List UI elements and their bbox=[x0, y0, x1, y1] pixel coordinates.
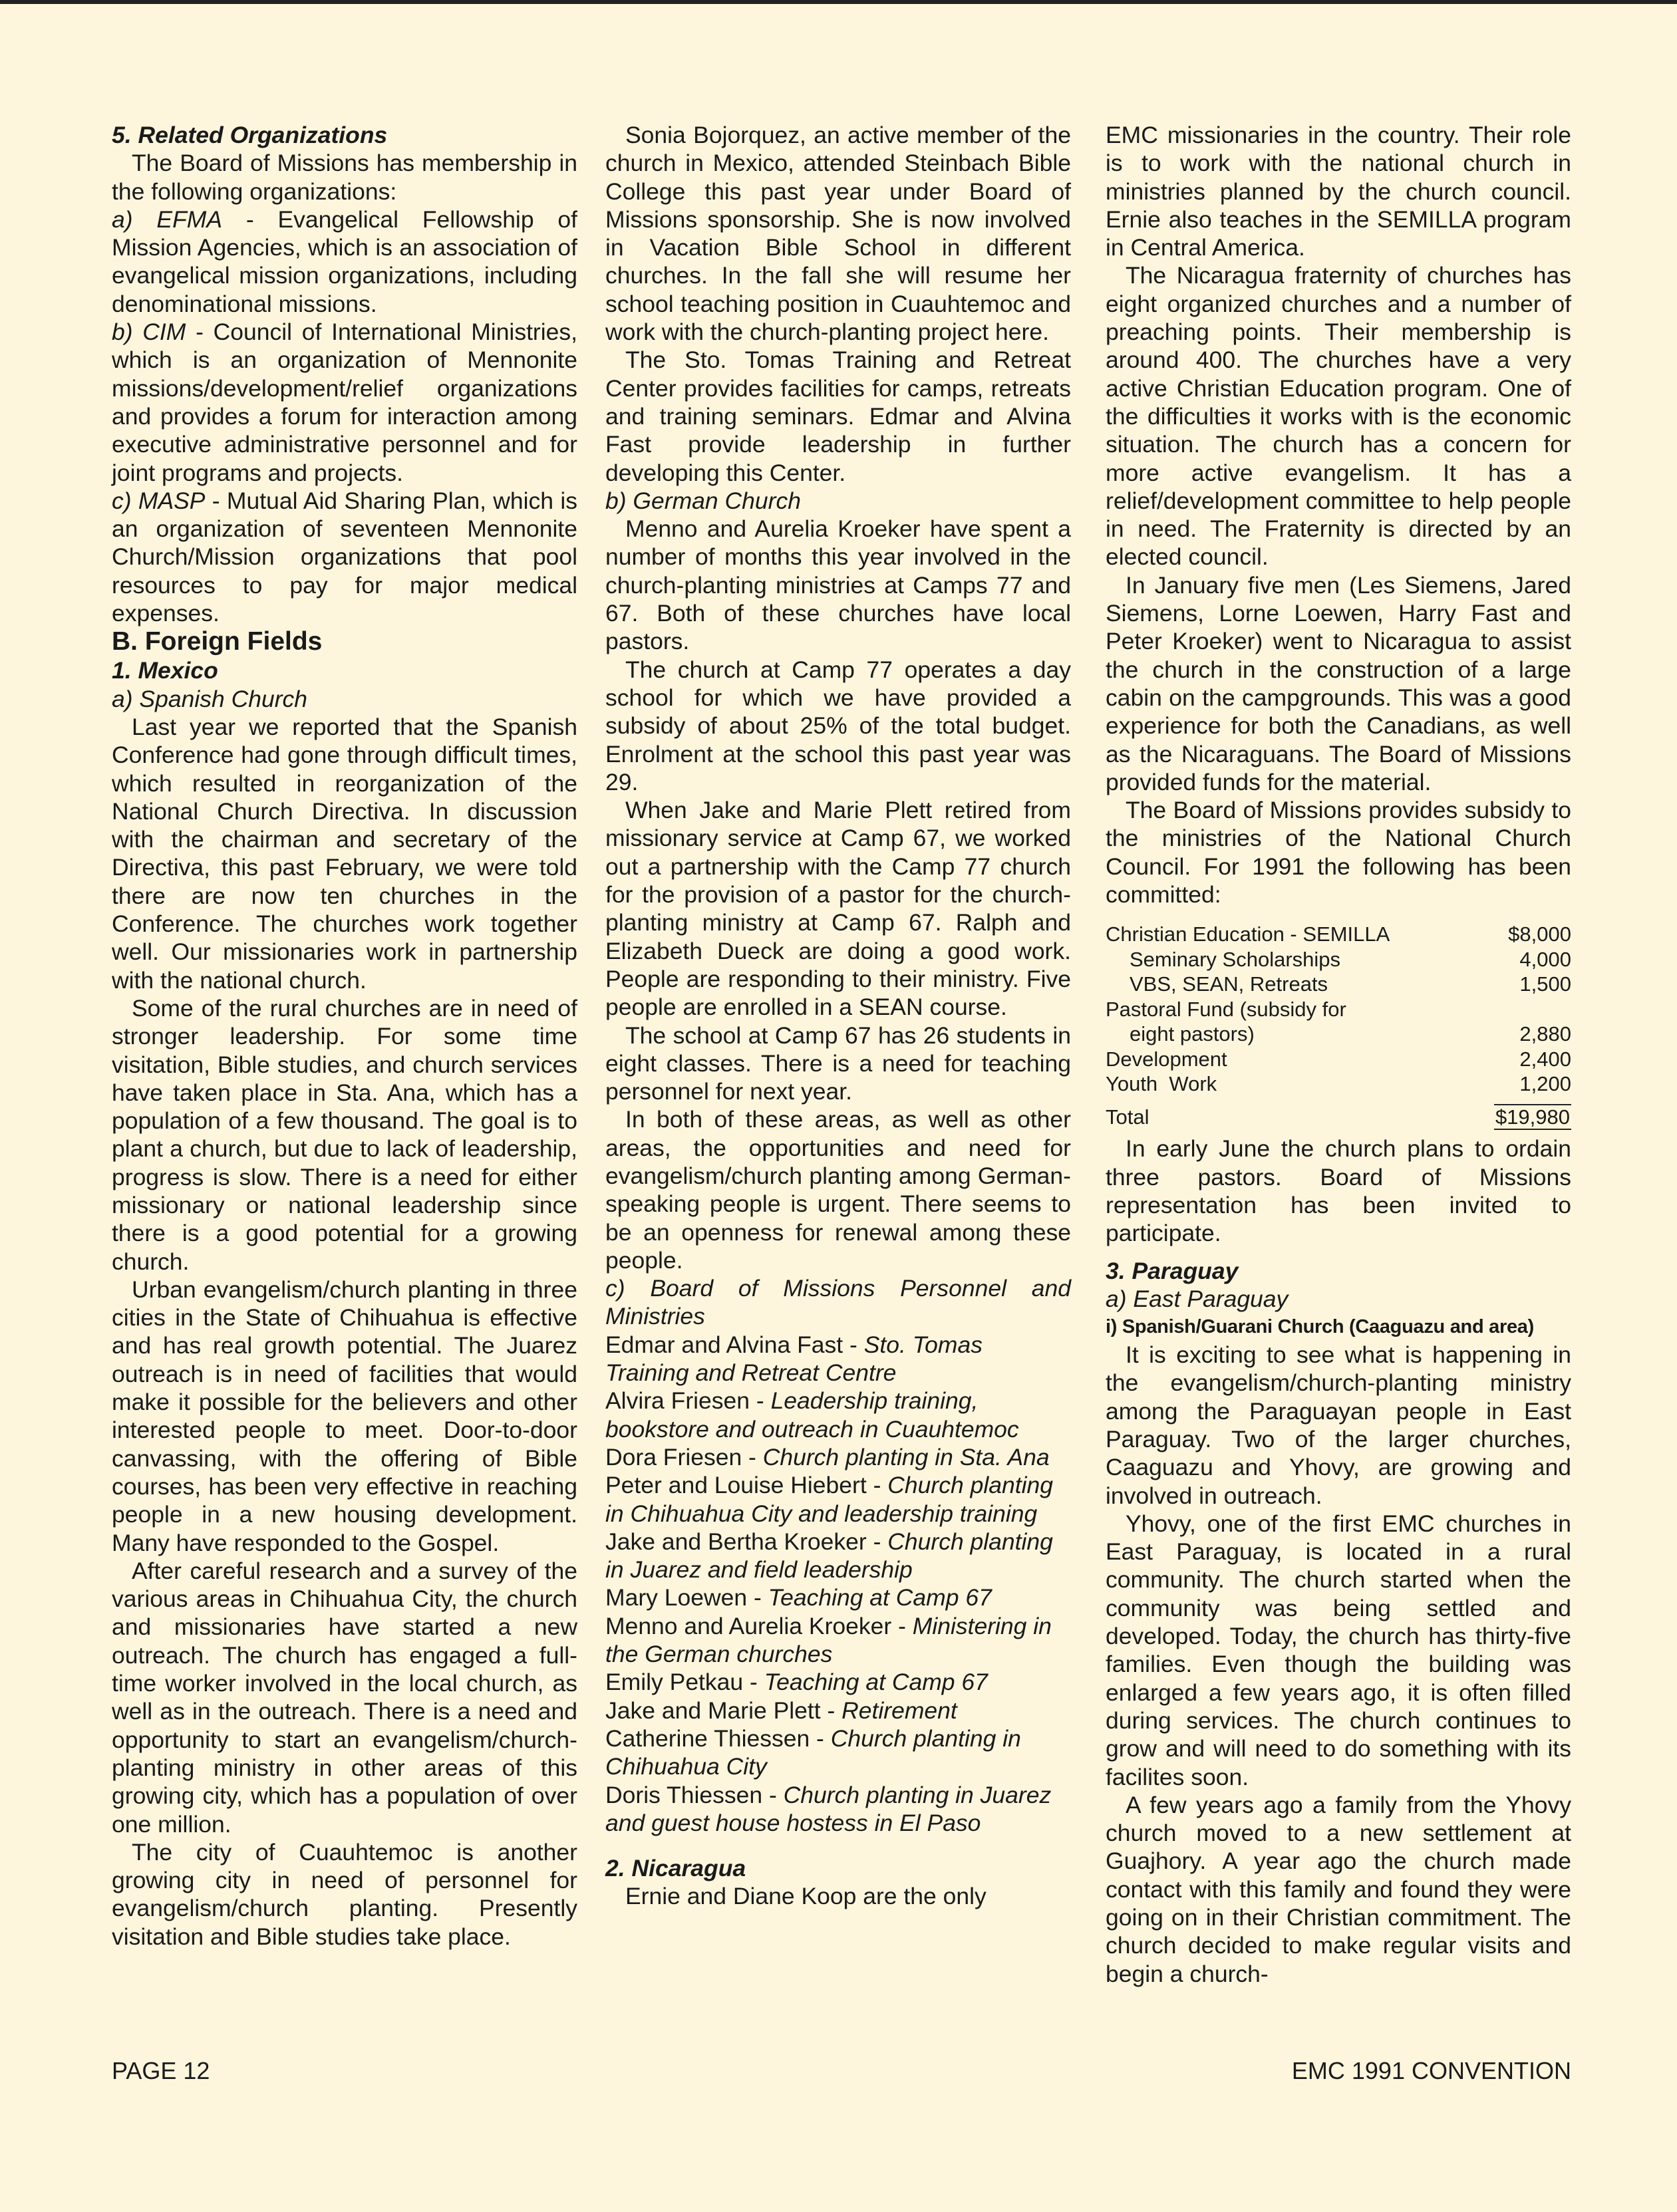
personnel-item bbox=[605, 1528, 1071, 1584]
publication-title: EMC 1991 CONVENTION bbox=[1291, 2057, 1571, 2084]
funding-total-row bbox=[1106, 1097, 1571, 1130]
top-rule bbox=[0, 0, 1677, 4]
personnel-role: Leadership training, bookstore and outreach in Cuauhtemoc bbox=[605, 1387, 1019, 1443]
personnel-name: Jake and Bertha Kroeker - bbox=[605, 1528, 888, 1555]
personnel-item bbox=[605, 1331, 1071, 1387]
personnel-item bbox=[605, 1584, 1071, 1611]
org-label: c) MASP bbox=[112, 487, 206, 514]
paragraph: A few years ago a family from the Yhovy church moved to a new settlement at Guajhory. A year ago the church made contact with this family and found they were going on in their Christian commitment. The church decided to make regular visits and begin a church- bbox=[1106, 1791, 1571, 1987]
personnel-name: Mary Loewen - bbox=[605, 1584, 768, 1611]
personnel-role: Church planting in Juarez and guest house hostess in El Paso bbox=[605, 1781, 1052, 1836]
paragraph: Menno and Aurelia Kroeker have spent a number of months this year involved in the church-planting ministries at Camps 77 and 67. Both of these churches have local pastors. bbox=[605, 515, 1071, 655]
org-label: b) CIM bbox=[112, 319, 186, 346]
funding-total-amount: $19,980 bbox=[1495, 1105, 1570, 1129]
funding-label: Development bbox=[1106, 1047, 1227, 1071]
paragraph: It is exciting to see what is happening in the evangelism/church-planting ministry among the Paraguayan people in East Paraguay. Two of the larger churches, Caaguazu and Yhovy, are growing and involved in outreach. bbox=[1106, 1341, 1571, 1509]
paragraph: The city of Cuauhtemoc is another growing city in need of personnel for evangelism/church planting. Presently visitation and Bible studies take place. bbox=[112, 1838, 577, 1950]
personnel-item bbox=[605, 1443, 1071, 1471]
personnel-name: Emily Petkau - bbox=[605, 1669, 764, 1696]
funding-label: Youth Work bbox=[1106, 1072, 1217, 1096]
funding-label: Pastoral Fund (subsidy for bbox=[1106, 997, 1346, 1021]
heading-related-organizations: 5. Related Organizations bbox=[112, 122, 388, 148]
personnel-role: Sto. Tomas Training and Retreat Centre bbox=[605, 1331, 983, 1387]
paragraph: In early June the church plans to ordain three pastors. Board of Missions representation has been invited to participate. bbox=[1106, 1135, 1571, 1247]
funding-amount: 1,500 bbox=[1519, 972, 1571, 996]
org-efma bbox=[112, 206, 577, 318]
funding-amount: 2,400 bbox=[1519, 1047, 1571, 1071]
paragraph: The school at Camp 67 has 26 students in eight classes. There is a need for teaching personnel for next year. bbox=[605, 1022, 1071, 1105]
personnel-item bbox=[605, 1781, 1071, 1838]
page-number: PAGE 12 bbox=[112, 2057, 210, 2084]
personnel-role: Ministering in the German churches bbox=[605, 1612, 1052, 1668]
paragraph: The Nicaragua fraternity of churches has eight organized churches and a number of preaching points. Their membership is around 400. The churches have a very active Christian Education program. One of the difficulties it works with is the economic situation. The church has a concern for more active evangelism. It has a relief/development committee to help people in need. The Fraternity is directed by an elected council. bbox=[1106, 262, 1571, 571]
personnel-item bbox=[605, 1612, 1071, 1669]
column-1 bbox=[112, 121, 577, 1951]
funding-amount bbox=[1471, 997, 1571, 1022]
funding-amount: $8,000 bbox=[1508, 922, 1571, 946]
subheading-german-church: b) German Church bbox=[605, 487, 801, 514]
org-text: - Evangelical Fellowship of Mission Agencies, which is an association of evangelical mission organizations, including denominational missions. bbox=[112, 206, 577, 317]
heading-foreign-fields: B. Foreign Fields bbox=[112, 627, 323, 656]
subheading-personnel: c) Board of Missions Personnel and Ministries bbox=[605, 1275, 1071, 1330]
paragraph: The church at Camp 77 operates a day school for which we have provided a subsidy of about 25% of the total budget. Enrolment at the school this past year was 29. bbox=[605, 656, 1071, 795]
personnel-role: Church planting in Sta. Ana bbox=[762, 1443, 1050, 1470]
personnel-item bbox=[605, 1668, 1071, 1696]
funding-label: eight pastors) bbox=[1130, 1022, 1255, 1046]
personnel-list bbox=[605, 1331, 1071, 1837]
org-masp bbox=[112, 487, 577, 627]
paragraph: Ernie and Diane Koop are the only bbox=[625, 1883, 987, 1910]
paragraph: The Board of Missions has membership in the following organizations: bbox=[112, 150, 577, 205]
personnel-name: Jake and Marie Plett - bbox=[605, 1697, 842, 1724]
paragraph: In both of these areas, as well as other areas, the opportunities and need for evangelism/church planting among German-speaking people is urgent. There seems to be an openness for renewal among these people. bbox=[605, 1106, 1071, 1274]
paragraph: Some of the rural churches are in need of stronger leadership. For some time visitation, Bible studies, and church services have taken place in Sta. Ana, which has a population of a few thousand. The goal is to plant a church, but due to lack of leadership, progress is slow. There is a need for either missionary or national leadership since there is a good potential for a growing church. bbox=[112, 994, 577, 1275]
funding-row bbox=[1106, 1047, 1571, 1072]
funding-row bbox=[1106, 947, 1571, 972]
personnel-role: Church planting in Juarez and field leadership bbox=[605, 1528, 1053, 1584]
funding-label: Christian Education - SEMILLA bbox=[1106, 922, 1390, 946]
personnel-item bbox=[605, 1471, 1071, 1528]
paragraph: Yhovy, one of the first EMC churches in East Paraguay, is located in a rural community. The church started when the community was being settled and developed. Today, the church has thirty-five families. Even though the building was enlarged a few years ago, it is often filled during services. The church continues to grow and will need to do something with its facilites soon. bbox=[1106, 1510, 1571, 1790]
heading-nicaragua: 2. Nicaragua bbox=[605, 1855, 746, 1882]
personnel-role: Church planting in Chihuahua City and leadership training bbox=[605, 1472, 1053, 1527]
paragraph: When Jake and Marie Plett retired from missionary service at Camp 67, we worked out a partnership with the Camp 77 church for the provision of a pastor for the church-planting ministry at Camp 67. Ralph and Elizabeth Dueck are doing a good work. People are responding to their ministry. Five people are enrolled in a SEAN course. bbox=[605, 797, 1071, 1021]
paragraph: EMC missionaries in the country. Their role is to work with the national church in ministries planned by the church council. Ernie also teaches in the SEMILLA program in Central America. bbox=[1106, 122, 1571, 261]
personnel-name: Catherine Thiessen - bbox=[605, 1725, 831, 1752]
spacer bbox=[1106, 1248, 1571, 1257]
org-cim bbox=[112, 318, 577, 487]
heading-paraguay: 3. Paraguay bbox=[1106, 1257, 1239, 1284]
funding-total-cell bbox=[1471, 1097, 1571, 1130]
personnel-name: Doris Thiessen - bbox=[605, 1781, 784, 1808]
personnel-item bbox=[605, 1725, 1071, 1781]
heading-mexico: 1. Mexico bbox=[112, 657, 218, 684]
funding-row bbox=[1106, 997, 1571, 1022]
funding-amount: 1,200 bbox=[1519, 1072, 1571, 1096]
funding-total-label: Total bbox=[1106, 1105, 1149, 1129]
funding-row bbox=[1106, 972, 1571, 997]
paragraph: The Sto. Tomas Training and Retreat Center provides facilities for camps, retreats and training seminars. Edmar and Alvina Fast provide leadership in further developing this Center. bbox=[605, 346, 1071, 486]
paragraph: Sonia Bojorquez, an active member of the church in Mexico, attended Steinbach Bible College this past year under Board of Missions sponsorship. She is now involved in Vacation Bible School in different churches. In the fall she will resume her school teaching position in Cuauhtemoc and work with the church-planting project here. bbox=[605, 122, 1071, 346]
paragraph: Urban evangelism/church planting in three cities in the State of Chihuahua is effective and has real growth potential. The Juarez outreach is in need of facilities that would make it possible for the believers and other interested people to meet. Door-to-door canvassing, with the offering of Bible courses, has been very effective in reaching people in a new housing development. Many have responded to the Gospel. bbox=[112, 1276, 577, 1556]
paragraph: The Board of Missions provides subsidy to the ministries of the National Church Council. For 1991 the following has been committed: bbox=[1106, 797, 1571, 908]
funding-label: VBS, SEAN, Retreats bbox=[1130, 972, 1328, 996]
subheading-east-paraguay: a) East Paraguay bbox=[1106, 1285, 1289, 1312]
paragraph: After careful research and a survey of the various areas in Chihuahua City, the church and missionaries have started a new outreach. The church has engaged a full-time worker involved in the local church, as well as in the outreach. There is a need and opportunity to start an evangelism/church-planting ministry in other areas of this growing city, which has a population of over one million. bbox=[112, 1557, 577, 1838]
org-text: - Mutual Aid Sharing Plan, which is an organization of seventeen Mennonite Church/Mission organizations that pool resources to pay for major medical expenses. bbox=[112, 487, 577, 627]
personnel-role: Church planting in Chihuahua City bbox=[605, 1725, 1021, 1780]
personnel-name: Edmar and Alvina Fast - bbox=[605, 1331, 864, 1358]
personnel-name: Alvira Friesen - bbox=[605, 1387, 771, 1415]
personnel-name: Peter and Louise Hiebert - bbox=[605, 1472, 888, 1499]
org-label: a) EFMA bbox=[112, 206, 223, 233]
column-2 bbox=[605, 121, 1071, 1911]
column-3 bbox=[1106, 121, 1571, 1988]
funding-row bbox=[1106, 922, 1571, 947]
funding-amount: 4,000 bbox=[1519, 947, 1571, 971]
personnel-name: Menno and Aurelia Kroeker - bbox=[605, 1612, 913, 1639]
funding-table bbox=[1106, 922, 1571, 1129]
funding-row bbox=[1106, 1022, 1571, 1047]
personnel-role: Teaching at Camp 67 bbox=[768, 1584, 992, 1611]
personnel-item bbox=[605, 1387, 1071, 1443]
personnel-role: Teaching at Camp 67 bbox=[764, 1669, 988, 1696]
personnel-item bbox=[605, 1697, 1071, 1725]
personnel-role: Retirement bbox=[841, 1697, 957, 1724]
org-text: - Council of International Ministries, which is an organization of Mennonite missions/development/relief organizations and provides a forum for interaction among executive administrative personnel and for joint programs and projects. bbox=[112, 319, 578, 486]
funding-amount: 2,880 bbox=[1519, 1022, 1571, 1046]
funding-label: Seminary Scholarships bbox=[1130, 947, 1341, 971]
funding-row bbox=[1106, 1071, 1571, 1097]
paragraph: Last year we reported that the Spanish Conference had gone through difficult times, which resulted in reorganization of the National Church Directiva. In discussion with the chairman and secretary of the Directiva, this past February, we were told there are now ten churches in the Conference. The churches work together well. Our missionaries work in partnership with the national church. bbox=[112, 713, 577, 994]
personnel-name: Dora Friesen - bbox=[605, 1443, 763, 1470]
spacer bbox=[605, 1837, 1071, 1854]
paragraph: In January five men (Les Siemens, Jared Siemens, Lorne Loewen, Harry Fast and Peter Kroeker) went to Nicaragua to assist the church in the construction of a large cabin on the campgrounds. This was a good experience for both the Canadians, as well as the Nicaraguans. The Board of Missions provided funds for the material. bbox=[1106, 571, 1571, 795]
subheading-spanish-church: a) Spanish Church bbox=[112, 685, 308, 712]
subheading-spanish-guarani-church: i) Spanish/Guarani Church (Caaguazu and area) bbox=[1106, 1316, 1534, 1338]
